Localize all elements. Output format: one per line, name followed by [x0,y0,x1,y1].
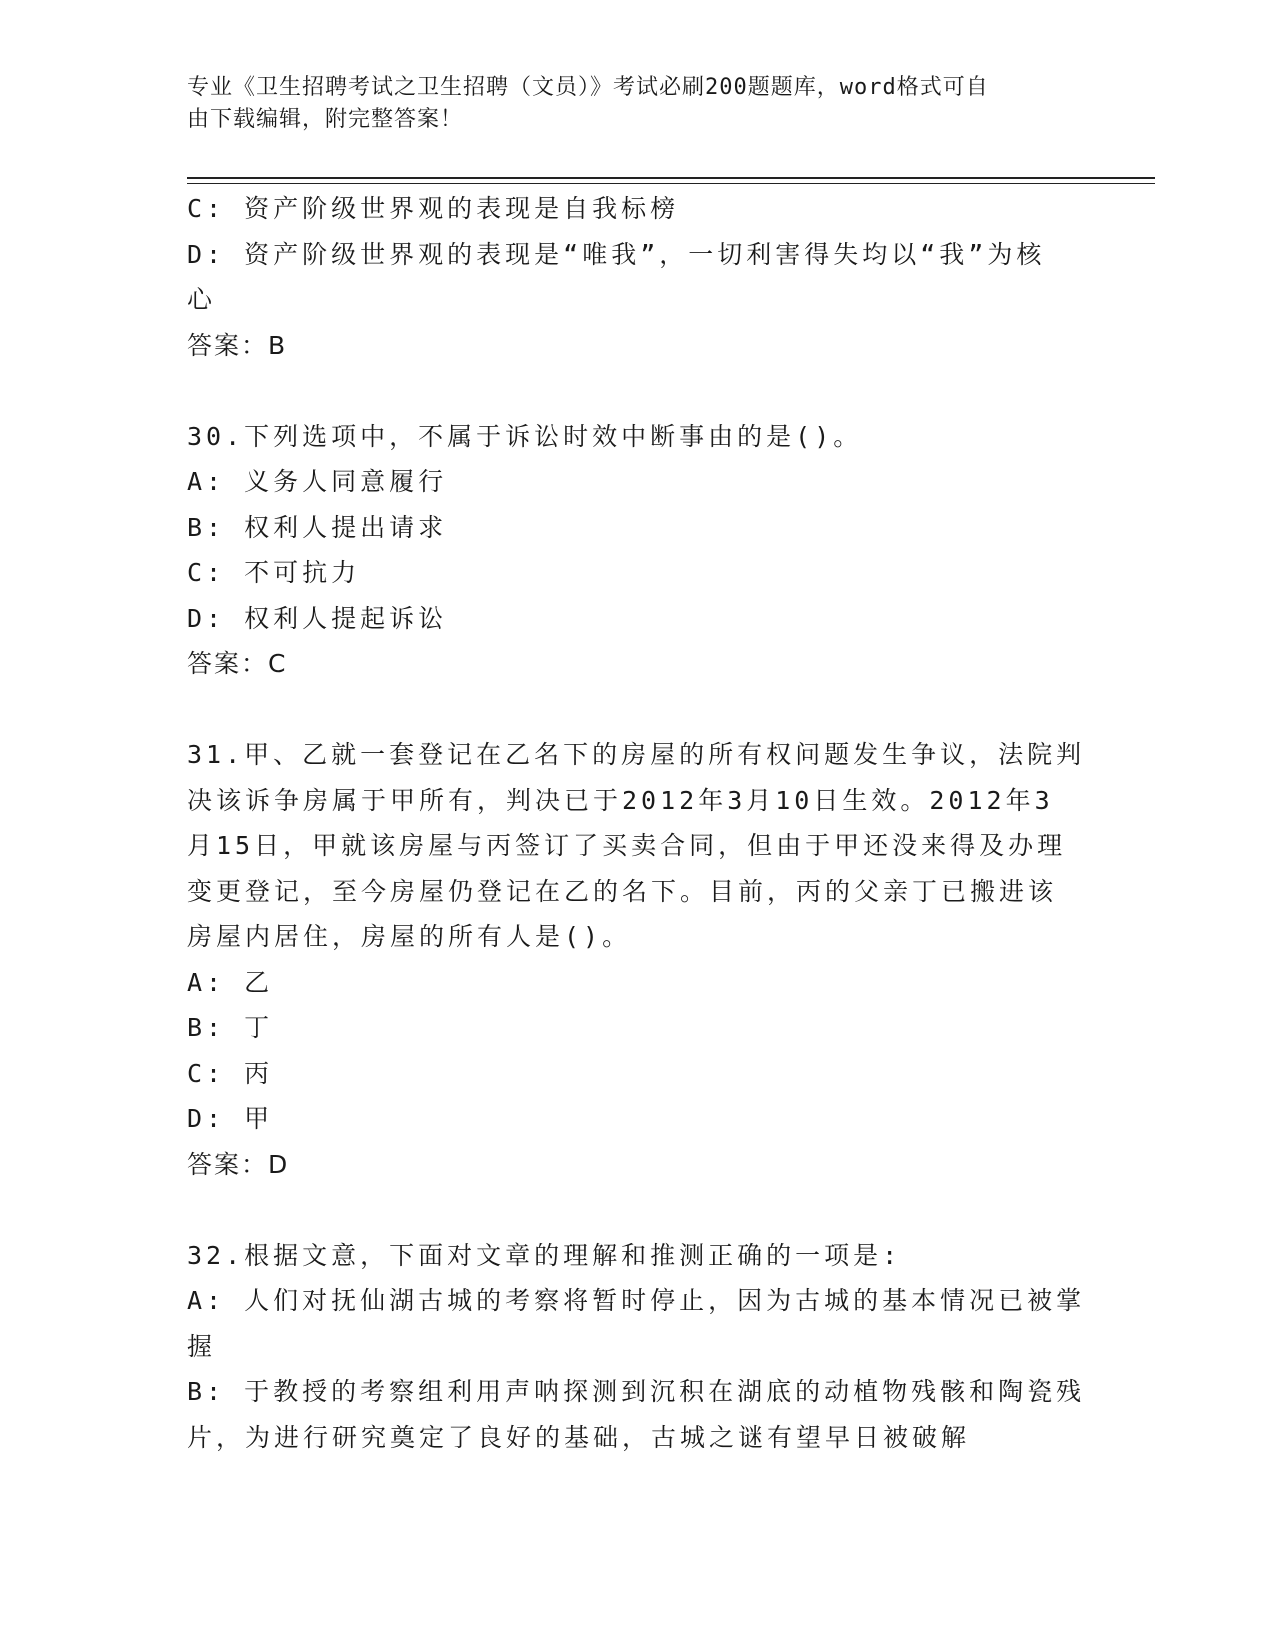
header-rule-thick [187,177,1155,179]
q31-question-line-4: 变更登记，至今房屋仍登记在乙的名下。目前，丙的父亲丁已搬进该 [187,876,1058,906]
q31-answer: 答案：D [187,1149,290,1179]
q32-option-a-line-2: 握 [187,1331,217,1361]
q31-option-b: B: 丁 [187,1013,274,1042]
document-header [187,72,1067,136]
prev-option-d-line-2: 心 [187,285,217,314]
question-content [187,186,1086,1460]
q30-question: 30.下列选项中，不属于诉讼时效中断事由的是()。 [187,421,863,451]
spacer [187,687,1072,733]
q31-question-line-3: 月15日，甲就该房屋与丙签订了买卖合同，但由于甲还没来得及办理 [187,831,1067,860]
spacer [187,1187,1072,1233]
q31-option-a: A: 乙 [187,967,274,997]
q32-question: 32.根据文意，下面对文章的理解和推测正确的一项是: [187,1240,902,1270]
q32-option-b-line-1: B: 于教授的考察组利用声呐探测到沉积在湖底的动植物残骸和陶瓷残 [187,1377,1086,1406]
q31-question-line-2: 决该诉争房属于甲所有，判决已于2012年3月10日生效。2012年3 [187,785,1054,815]
q30-option-c: C: 不可抗力 [187,558,361,587]
q30-option-a: A: 义务人同意履行 [187,467,448,496]
header-line-2: 由下载编辑，附完整答案！ [187,107,464,132]
q31-option-d: D: 甲 [187,1104,274,1133]
q31-question-line-5: 房屋内居住，房屋的所有人是()。 [187,922,632,951]
q32-option-b-line-2: 片，为进行研究奠定了良好的基础，古城之谜有望早日被破解 [187,1422,971,1452]
prev-answer: 答案：B [187,330,288,360]
header-rule-thin [187,183,1155,184]
q32-option-a-line-1: A: 人们对抚仙湖古城的考察将暂时停止，因为古城的基本情况已被掌 [187,1286,1086,1315]
prev-option-d-line-1: D: 资产阶级世界观的表现是“唯我”，一切利害得失均以“我”为核 [187,239,1046,269]
prev-option-c: C: 资产阶级世界观的表现是自我标榜 [187,194,680,223]
spacer [187,368,1072,414]
q31-question-line-1: 31.甲、乙就一套登记在乙名下的房屋的所有权问题发生争议，法院判 [187,740,1086,769]
q30-option-d: D: 权利人提起诉讼 [187,603,448,633]
header-line-1: 专业《卫生招聘考试之卫生招聘（文员）》考试必刷200题题库，word格式可自 [187,75,989,100]
q30-option-b: B: 权利人提出请求 [187,512,448,542]
q31-option-c: C: 丙 [187,1058,274,1088]
q30-answer: 答案：C [187,649,288,678]
